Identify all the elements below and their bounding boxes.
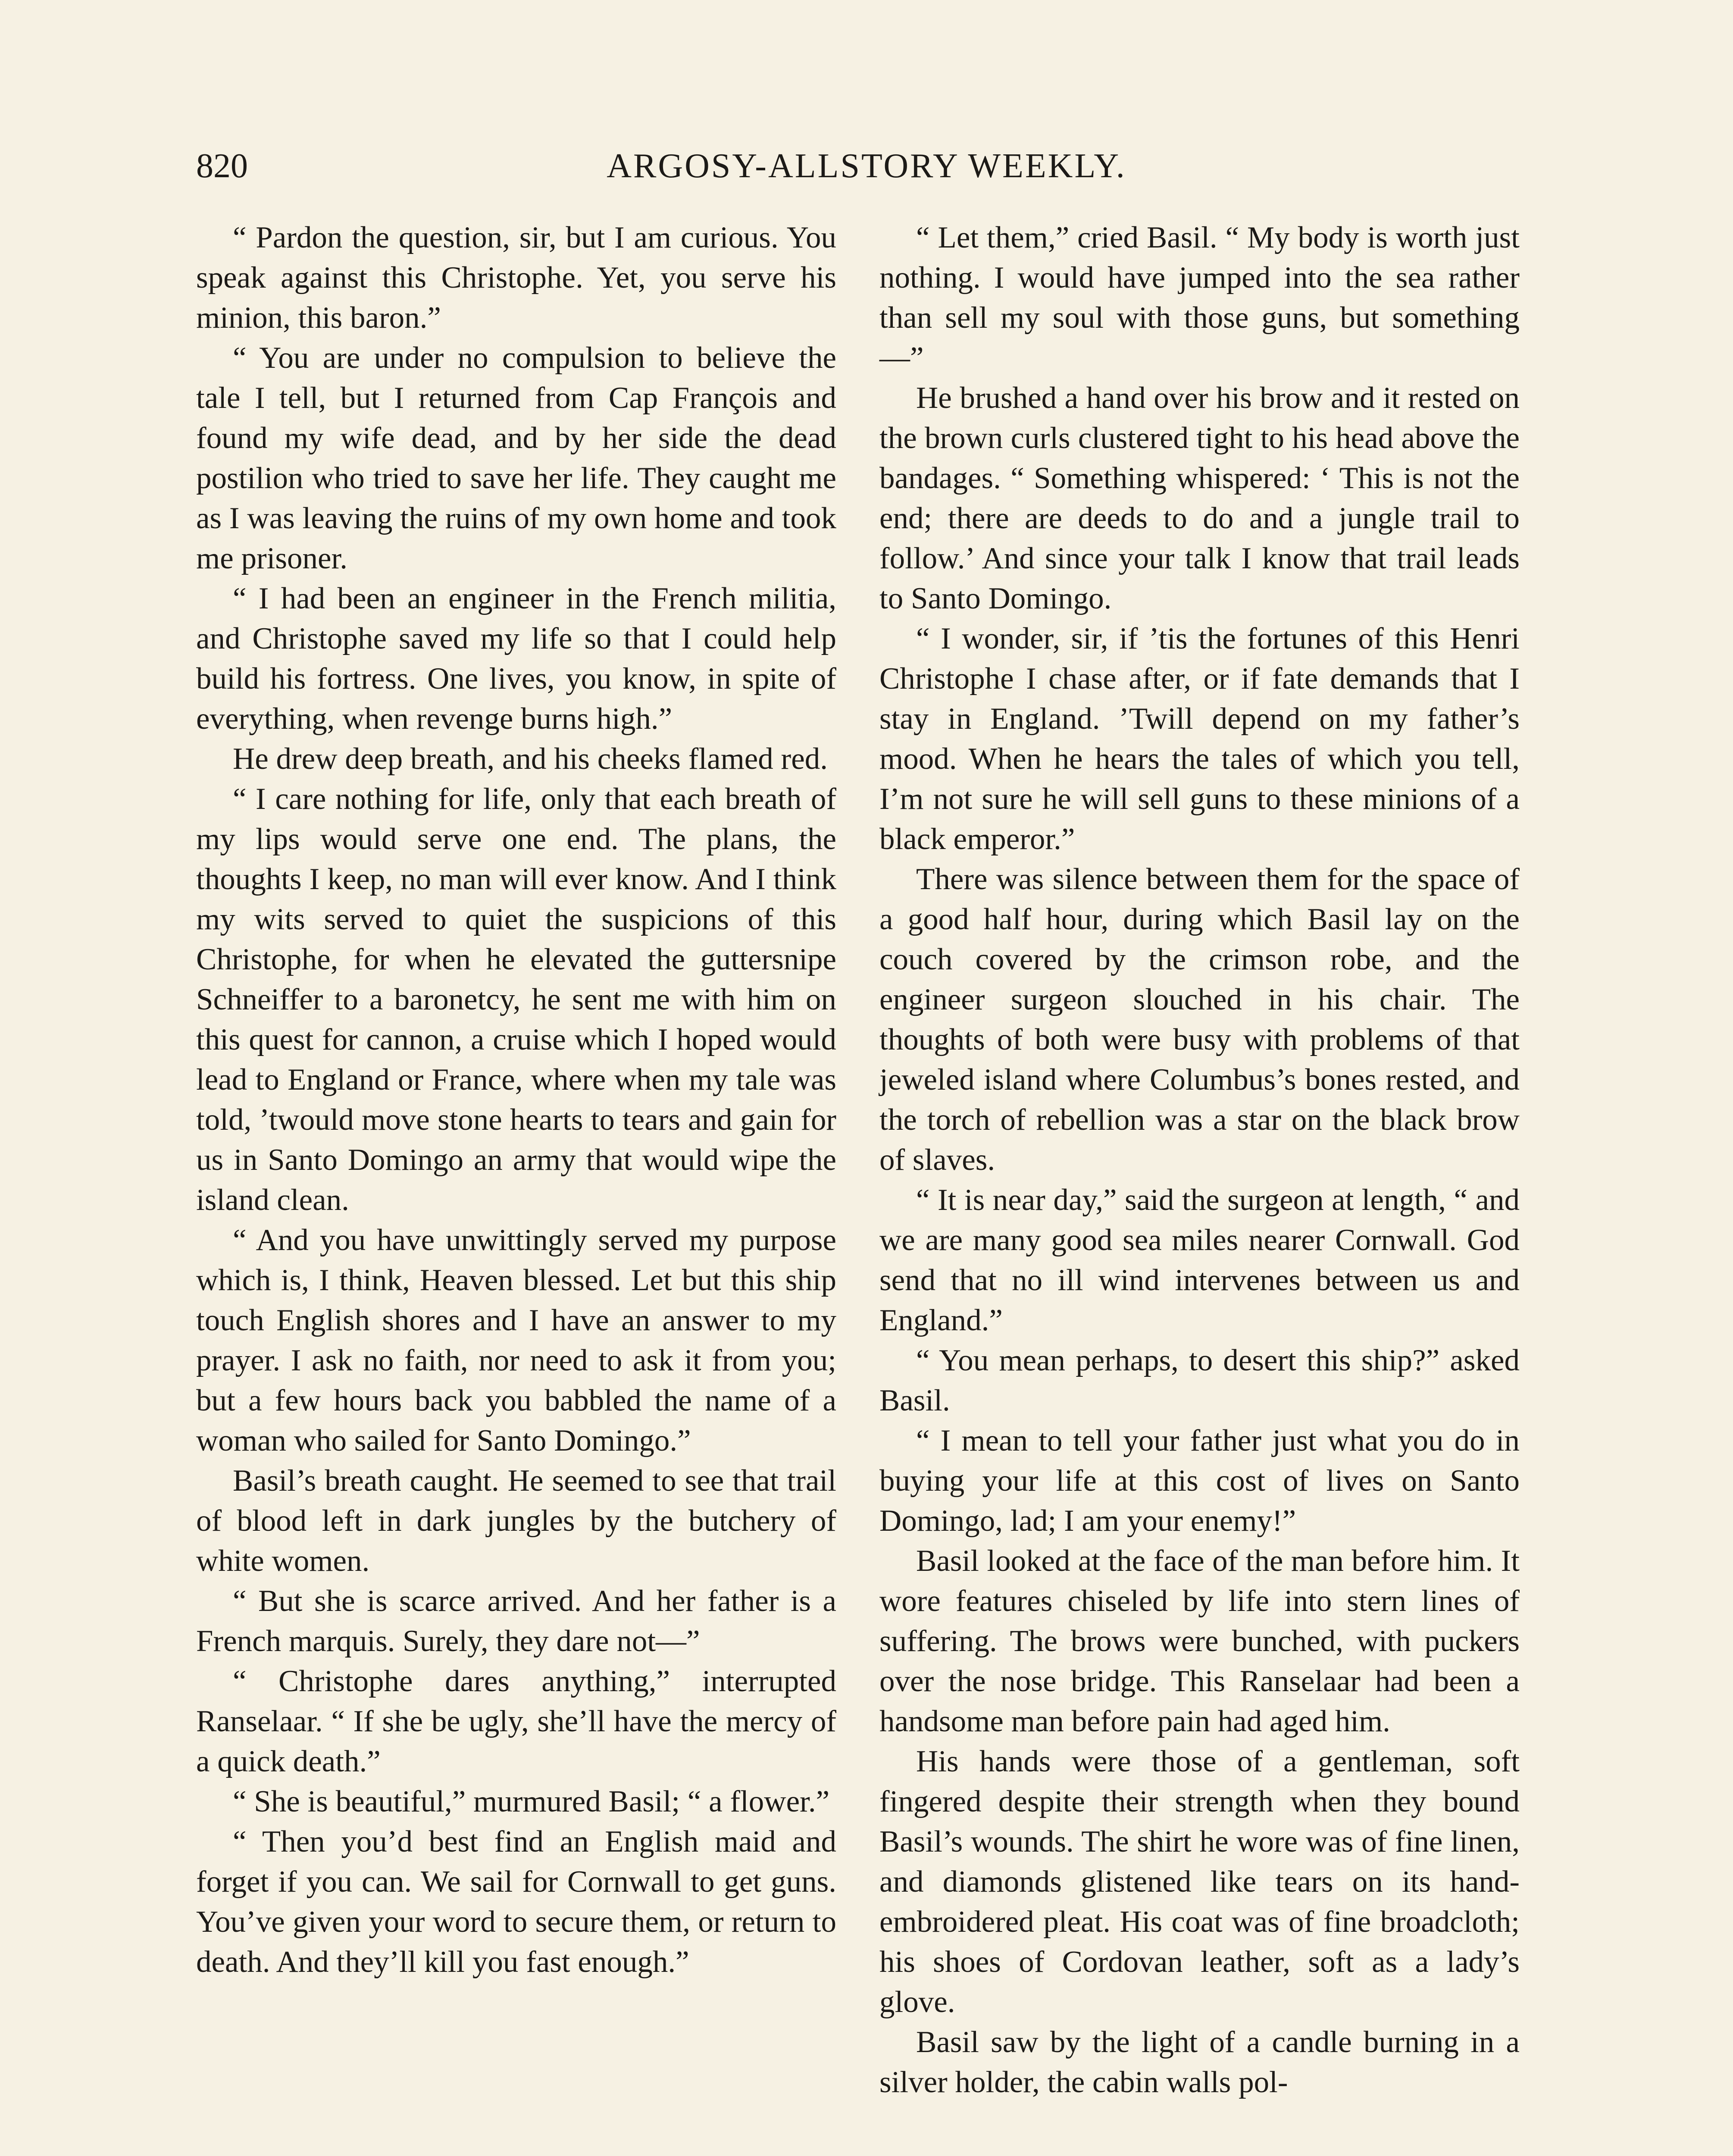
paragraph: “ Christophe dares anything,” interrupted Ranselaar. “ If she be ugly, she’ll have the mercy of a quick death.” (196, 1664, 836, 1778)
paragraph: “ Then you’d best find an English maid and forget if you can. We sail for Cornwall to get guns. You’ve given your word to secure them, or return to death. And they’ll kill you fast enough.” (196, 1825, 836, 1979)
paragraph: “ She is beautiful,” murmured Basil; “ a flower.” (233, 1785, 830, 1818)
paragraph: Basil looked at the face of the man before him. It wore features chiseled by life into stern lines of suffering. The brows were bunched, with puckers over the nose bridge. This Ranselaar had been a handsome man before pain had aged him. (879, 1544, 1520, 1738)
paragraph: “ I wonder, sir, if ’tis the fortunes of this Henri Christophe I chase after, or if fate demands that I stay in England. ’Twill depend on my father’s mood. When he hears the tales of which you tell, I’m not sure he will sell guns to these minions of a black emperor.” (879, 622, 1520, 856)
paragraph: Basil saw by the light of a candle burning in a silver holder, the cabin walls pol- (879, 2025, 1520, 2099)
paragraph: His hands were those of a gentleman, soft fingered despite their strength when they bound Basil’s wounds. The shirt he wore was of fine linen, and diamonds glistened like tears on its hand-embroidered pleat. His coat was of fine broadcloth; his shoes of Cordovan leather, soft as a lady’s glove. (879, 1745, 1520, 2019)
paragraph: “ I care nothing for life, only that each breath of my lips would serve one end. The plans, the thoughts I keep, no man will ever know. And I think my wits served to quiet the suspicions of this Christophe, for when he elevated the guttersnipe Schneiffer to a baronetcy, he sent me with him on this quest for cannon, a cruise which I hoped would lead to England or France, where when my tale was told, ’twould move stone hearts to tears and gain for us in Santo Domingo an army that would wipe the island clean. (196, 782, 836, 1217)
paragraph: Basil’s breath caught. He seemed to see that trail of blood left in dark jungles by the butchery of white women. (196, 1464, 836, 1578)
page-header (196, 142, 1537, 190)
right-column (879, 218, 1520, 2103)
paragraph: “ And you have unwittingly served my purpose which is, I think, Heaven blessed. Let but this ship touch English shores and I have an answer to my prayer. I ask no faith, nor need to ask it from you; but a few hours back you babbled the name of a woman who sailed for Santo Domingo.” (196, 1223, 836, 1457)
paragraph: “ But she is scarce arrived. And her father is a French marquis. Surely, they dare not—” (196, 1584, 836, 1658)
paragraph: “ You mean perhaps, to desert this ship?” asked Basil. (879, 1344, 1520, 1417)
paragraph: There was silence between them for the space of a good half hour, during which Basil lay on the couch covered by the crimson robe, and the engineer surgeon slouched in his chair. The thoughts of both were busy with problems of that jeweled island where Columbus’s bones rested, and the torch of rebellion was a star on the black brow of slaves. (879, 862, 1520, 1177)
paragraph: “ Let them,” cried Basil. “ My body is worth just nothing. I would have jumped into the sea rather than sell my soul with those guns, but something—” (879, 221, 1520, 375)
paragraph: “ I mean to tell your father just what you do in buying your life at this cost of lives on Santo Domingo, lad; I am your enemy!” (879, 1424, 1520, 1538)
left-column (196, 218, 836, 1982)
page-number: 820 (196, 147, 248, 185)
paragraph: “ Pardon the question, sir, but I am curious. You speak against this Christophe. Yet, you serve his minion, this baron.” (196, 221, 836, 335)
paragraph: “ I had been an engineer in the French militia, and Christophe saved my life so that I could help build his fortress. One lives, you know, in spite of everything, when revenge burns high.” (196, 582, 836, 736)
paragraph: “ You are under no compulsion to believe the tale I tell, but I returned from Cap François and found my wife dead, and by her side the dead postilion who tried to save her life. They caught me as I was leaving the ruins of my own home and took me prisoner. (196, 341, 836, 575)
paragraph: He drew deep breath, and his cheeks flamed red. (233, 742, 828, 776)
running-head: ARGOSY-ALLSTORY WEEKLY. (607, 147, 1126, 185)
paragraph: “ It is near day,” said the surgeon at length, “ and we are many good sea miles nearer Cornwall. God send that no ill wind intervenes between us and England.” (879, 1183, 1520, 1337)
paragraph: He brushed a hand over his brow and it rested on the brown curls clustered tight to his head above the bandages. “ Something whispered: ‘ This is not the end; there are deeds to do and a jungle trail to follow.’ And since your talk I know that trail leads to Santo Domingo. (879, 381, 1520, 615)
